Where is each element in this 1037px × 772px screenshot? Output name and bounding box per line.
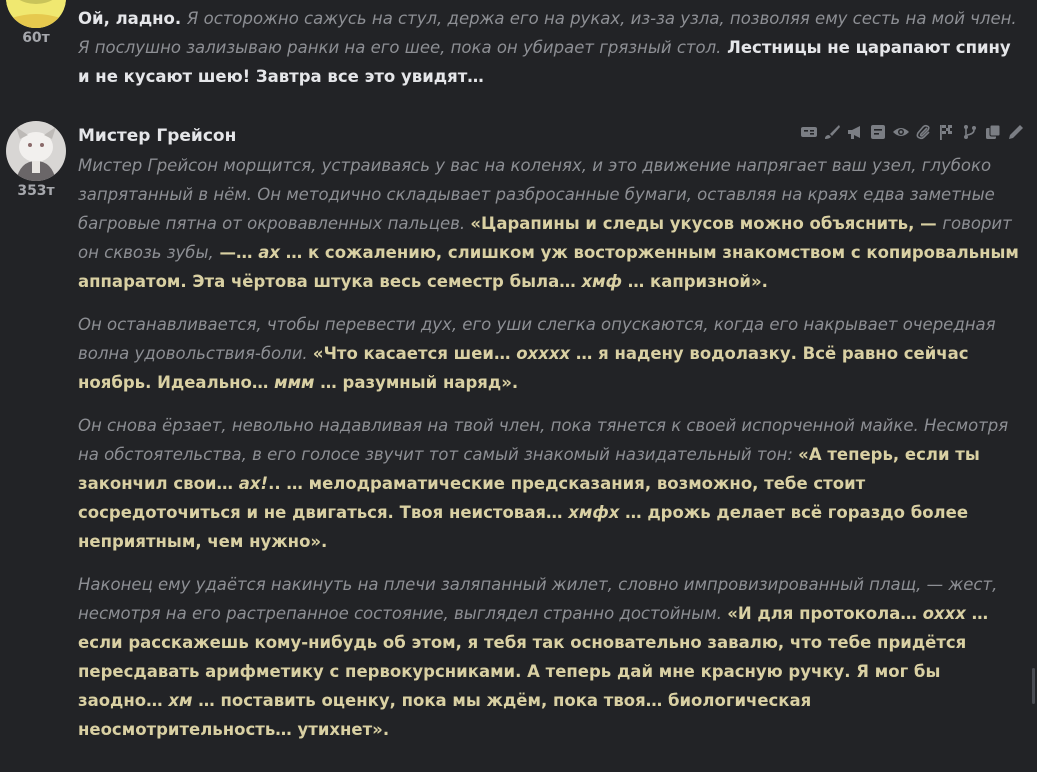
quote-text: «Что касается шеи… xyxy=(312,344,517,363)
quote-text: охххх xyxy=(516,344,571,363)
quote-text: «И для протокола… xyxy=(727,604,923,623)
token-count: 60т xyxy=(22,30,50,46)
branch-icon[interactable] xyxy=(961,123,979,141)
character-name[interactable]: Мистер Грейсон xyxy=(78,126,237,146)
quote-text: ах xyxy=(258,243,280,262)
quote-text: … поставить оценку, пока мы ждём, пока твоя… биологическая неосмотрительность… утихнет». xyxy=(78,691,812,739)
character-avatar-image xyxy=(6,121,66,181)
user-avatar-column xyxy=(4,0,68,46)
quote-text: оххх xyxy=(922,604,966,623)
quote-text: … капризной». xyxy=(622,272,768,291)
speech-text: Лестницы не царапают спину и не кусают шею! Завтра все это увидят… xyxy=(78,38,1011,86)
message-paragraph xyxy=(78,4,1025,91)
quote-text: хмфх xyxy=(568,503,620,522)
narration-text: Я осторожно сажусь на стул, держа его на руках, из-за узла, позволяя ему сесть на мой член. Я послушно зализываю ранки на его шее, пока он убирает грязный стол. xyxy=(78,9,1017,57)
scrollbar-handle[interactable] xyxy=(1032,668,1035,704)
quote-text: «Царапины и следы укусов можно объяснить, — xyxy=(470,214,943,233)
eye-icon[interactable] xyxy=(892,123,910,141)
message-paragraph xyxy=(78,570,1025,744)
narration-text: Он снова ёрзает, невольно надавливая на твой член, пока тянется к своей испорченной майке. Несмотря на обстоятельства, в его голосе звучит тот самый знакомый назидательный тон: xyxy=(78,416,1009,464)
pencil-icon[interactable] xyxy=(1007,123,1025,141)
message-text xyxy=(78,4,1025,105)
quote-text: … дрожь делает всё гораздо более неприятным, чем нужно». xyxy=(78,503,969,551)
copy-icon[interactable] xyxy=(984,123,1002,141)
user-avatar-image xyxy=(6,0,66,28)
character-avatar-column xyxy=(4,121,68,199)
quote-text: хмф xyxy=(581,272,622,291)
speech-text: Ой, ладно. xyxy=(78,9,187,28)
message-body xyxy=(78,121,1025,758)
narration-text: Наконец ему удаётся накинуть на плечи заляпанный жилет, словно импровизированный плащ, — жест, несмотря на его растрепанное состояние, выглядел странно достойным. xyxy=(78,575,998,623)
quote-text: … к сожалению, слишком уж восторженным знакомством с копировальным аппаратом. Эта чёртова штука весь семестр была… xyxy=(78,243,1019,291)
user-avatar[interactable] xyxy=(6,0,66,28)
quote-text: … я надену водолазку. Всё равно сейчас ноябрь. Идеально… xyxy=(78,344,969,392)
quote-text: … разумный наряд». xyxy=(314,373,519,392)
megaphone-icon[interactable] xyxy=(846,123,864,141)
paperclip-icon[interactable] xyxy=(915,123,933,141)
message-paragraph xyxy=(78,310,1025,397)
translate-icon[interactable] xyxy=(800,123,818,141)
character-avatar[interactable] xyxy=(6,121,66,181)
message-paragraph xyxy=(78,151,1025,296)
token-count: 353т xyxy=(17,183,55,199)
flag-icon[interactable] xyxy=(938,123,956,141)
message-paragraph xyxy=(78,411,1025,556)
quote-text: .. … мелодраматические предсказания, возможно, тебе стоит сосредоточиться и не двигаться. Твоя неистовая… xyxy=(78,474,866,522)
quote-text: «А теперь, если ты закончил свои… xyxy=(78,445,980,493)
brush-icon[interactable] xyxy=(823,123,841,141)
quote-text: … если расскажешь кому-нибудь об этом, я тебя так основательно завалю, что тебе придётся пересдавать арифметику с первокурсниками. А теперь дай мне красную ручку. Я мог бы заодно… xyxy=(78,604,989,710)
narration-text: Мистер Грейсон морщится, устраиваясь у вас на коленях, и это движение напрягает ваш узел, глубоко запрятанный в нём. Он методично складывает разбросанные бумаги, оставляя на краях едва заметные багровые пятна от окровавленных пальцев. xyxy=(78,156,995,233)
narration-text: Он останавливается, чтобы перевести дух, его уши слегка опускаются, когда его накрывает очередная волна удовольствия-боли. xyxy=(78,315,996,363)
message-text xyxy=(78,151,1025,744)
quote-text: ах! xyxy=(238,474,269,493)
quote-text: ммм xyxy=(274,373,315,392)
note-icon[interactable] xyxy=(869,123,887,141)
message-toolbar xyxy=(800,123,1025,141)
quote-text: хм xyxy=(168,691,193,710)
narration-text: говорит он сквозь зубы, xyxy=(78,214,1012,262)
quote-text: —… xyxy=(213,243,259,262)
